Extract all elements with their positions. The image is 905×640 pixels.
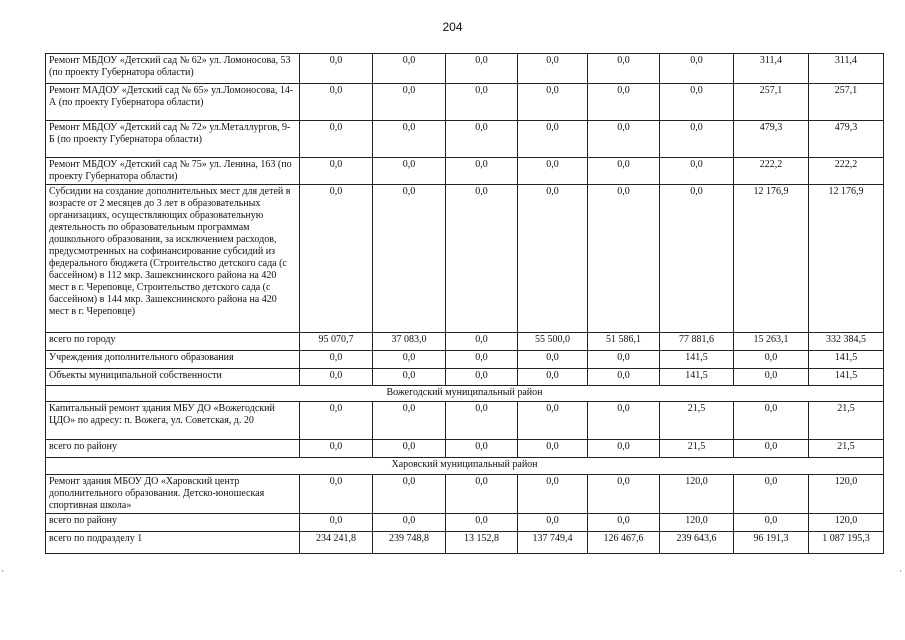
- value-cell: 0,0: [300, 84, 373, 121]
- value-cell: 0,0: [518, 158, 588, 185]
- value-cell: 0,0: [518, 121, 588, 158]
- value-cell: 0,0: [518, 402, 588, 440]
- value-cell: 0,0: [300, 121, 373, 158]
- table-row: [46, 402, 884, 440]
- value-cell: 13 152,8: [446, 532, 518, 554]
- value-cell: 0,0: [373, 440, 446, 458]
- margin-mark-left: ·: [1, 566, 4, 576]
- value-cell: 311,4: [809, 54, 884, 84]
- row-label: Учреждения дополнительного образования: [46, 351, 300, 369]
- value-cell: 0,0: [588, 369, 660, 386]
- value-cell: 0,0: [373, 185, 446, 333]
- table-row: [46, 369, 884, 386]
- value-cell: 479,3: [734, 121, 809, 158]
- value-cell: 0,0: [300, 402, 373, 440]
- value-cell: 37 083,0: [373, 333, 446, 351]
- value-cell: 0,0: [734, 440, 809, 458]
- value-cell: 0,0: [588, 475, 660, 514]
- table-row: [46, 514, 884, 532]
- value-cell: 257,1: [734, 84, 809, 121]
- value-cell: 0,0: [518, 440, 588, 458]
- value-cell: 0,0: [734, 475, 809, 514]
- table-row: [46, 475, 884, 514]
- value-cell: 141,5: [660, 351, 734, 369]
- value-cell: 0,0: [446, 333, 518, 351]
- section-title: Вожегодский муниципальный район: [46, 386, 884, 402]
- value-cell: 15 263,1: [734, 333, 809, 351]
- value-cell: 0,0: [588, 514, 660, 532]
- row-label: всего по городу: [46, 333, 300, 351]
- value-cell: 55 500,0: [518, 333, 588, 351]
- value-cell: 137 749,4: [518, 532, 588, 554]
- value-cell: 0,0: [446, 54, 518, 84]
- value-cell: 21,5: [660, 440, 734, 458]
- value-cell: 0,0: [446, 121, 518, 158]
- budget-table: [45, 53, 884, 554]
- value-cell: 0,0: [588, 158, 660, 185]
- value-cell: 0,0: [300, 440, 373, 458]
- value-cell: 0,0: [446, 440, 518, 458]
- table-row: [46, 351, 884, 369]
- table-row: [46, 440, 884, 458]
- value-cell: 479,3: [809, 121, 884, 158]
- value-cell: 141,5: [660, 369, 734, 386]
- value-cell: 0,0: [518, 369, 588, 386]
- table-row: [46, 185, 884, 333]
- value-cell: 0,0: [373, 54, 446, 84]
- table-row: [46, 84, 884, 121]
- value-cell: 0,0: [373, 402, 446, 440]
- value-cell: 0,0: [660, 158, 734, 185]
- value-cell: 126 467,6: [588, 532, 660, 554]
- value-cell: 239 748,8: [373, 532, 446, 554]
- value-cell: 0,0: [518, 351, 588, 369]
- table-row: [46, 54, 884, 84]
- value-cell: 0,0: [373, 475, 446, 514]
- row-label: всего по району: [46, 440, 300, 458]
- value-cell: 0,0: [660, 84, 734, 121]
- value-cell: 0,0: [518, 475, 588, 514]
- value-cell: 0,0: [373, 351, 446, 369]
- value-cell: 332 384,5: [809, 333, 884, 351]
- value-cell: 239 643,6: [660, 532, 734, 554]
- row-label: Субсидии на создание дополнительных мест для детей в возрасте от 2 месяцев до 3 лет в образовательных организациях, осуществляющих образовательную деятельность по образовательным программам дошкольного образования, за исключением расходов, предусмотренных на софинансирование субсидий из федерального бюджета (Строительство детского сада (с бассейном) в 112 мкр. Зашекснинского района на 420 мест в г. Череповце, Строительство детского сада (с бассейном) в 144 мкр. Зашекснинского района на 420 мест в г. Череповце): [46, 185, 300, 333]
- section-title: Харовский муниципальный район: [46, 458, 884, 475]
- value-cell: 1 087 195,3: [809, 532, 884, 554]
- value-cell: 0,0: [373, 121, 446, 158]
- value-cell: 0,0: [446, 475, 518, 514]
- row-label: Ремонт МБДОУ «Детский сад № 62» ул. Ломоносова, 53 (по проекту Губернатора области): [46, 54, 300, 84]
- value-cell: 0,0: [300, 514, 373, 532]
- value-cell: 0,0: [588, 54, 660, 84]
- row-label: Капитальный ремонт здания МБУ ДО «Вожегодский ЦДО» по адресу: п. Вожега, ул. Советская, д. 20: [46, 402, 300, 440]
- value-cell: 222,2: [809, 158, 884, 185]
- section-header-row: [46, 386, 884, 402]
- value-cell: 0,0: [588, 84, 660, 121]
- value-cell: 0,0: [588, 185, 660, 333]
- value-cell: 12 176,9: [809, 185, 884, 333]
- value-cell: 0,0: [446, 84, 518, 121]
- value-cell: 141,5: [809, 351, 884, 369]
- row-label: всего по району: [46, 514, 300, 532]
- value-cell: 0,0: [588, 121, 660, 158]
- value-cell: 0,0: [446, 158, 518, 185]
- table-row: [46, 532, 884, 554]
- value-cell: 0,0: [660, 54, 734, 84]
- row-label: Объекты муниципальной собственности: [46, 369, 300, 386]
- table-row: [46, 158, 884, 185]
- value-cell: 12 176,9: [734, 185, 809, 333]
- value-cell: 96 191,3: [734, 532, 809, 554]
- value-cell: 0,0: [588, 402, 660, 440]
- value-cell: 234 241,8: [300, 532, 373, 554]
- value-cell: 0,0: [518, 54, 588, 84]
- value-cell: 95 070,7: [300, 333, 373, 351]
- page-number: 204: [442, 20, 463, 34]
- row-label: Ремонт МБДОУ «Детский сад № 75» ул. Ленина, 163 (по проекту Губернатора области): [46, 158, 300, 185]
- value-cell: 0,0: [518, 84, 588, 121]
- value-cell: 0,0: [300, 351, 373, 369]
- value-cell: 0,0: [300, 369, 373, 386]
- value-cell: 0,0: [300, 158, 373, 185]
- value-cell: 51 586,1: [588, 333, 660, 351]
- value-cell: 0,0: [446, 369, 518, 386]
- value-cell: 0,0: [660, 121, 734, 158]
- value-cell: 0,0: [734, 402, 809, 440]
- value-cell: 21,5: [660, 402, 734, 440]
- value-cell: 0,0: [373, 158, 446, 185]
- value-cell: 0,0: [300, 185, 373, 333]
- value-cell: 0,0: [518, 514, 588, 532]
- value-cell: 0,0: [734, 514, 809, 532]
- value-cell: 222,2: [734, 158, 809, 185]
- row-label: Ремонт МБДОУ «Детский сад № 72» ул.Металлургов, 9-Б (по проекту Губернатора области): [46, 121, 300, 158]
- value-cell: 311,4: [734, 54, 809, 84]
- value-cell: 257,1: [809, 84, 884, 121]
- value-cell: 21,5: [809, 402, 884, 440]
- value-cell: 0,0: [373, 369, 446, 386]
- row-label: Ремонт здания МБОУ ДО «Харовский центр дополнительного образования. Детско-юношеская спортивная школа»: [46, 475, 300, 514]
- value-cell: 0,0: [660, 185, 734, 333]
- value-cell: 0,0: [734, 351, 809, 369]
- table-body: [46, 54, 884, 554]
- value-cell: 0,0: [446, 185, 518, 333]
- row-label: Ремонт МАДОУ «Детский сад № 65» ул.Ломоносова, 14-А (по проекту Губернатора области): [46, 84, 300, 121]
- section-header-row: [46, 458, 884, 475]
- value-cell: 0,0: [446, 351, 518, 369]
- value-cell: 0,0: [300, 54, 373, 84]
- value-cell: 0,0: [373, 84, 446, 121]
- table-row: [46, 333, 884, 351]
- value-cell: 0,0: [734, 369, 809, 386]
- table-row: [46, 121, 884, 158]
- value-cell: 0,0: [518, 185, 588, 333]
- value-cell: 120,0: [809, 475, 884, 514]
- value-cell: 120,0: [809, 514, 884, 532]
- value-cell: 0,0: [373, 514, 446, 532]
- value-cell: 120,0: [660, 475, 734, 514]
- value-cell: 0,0: [446, 514, 518, 532]
- value-cell: 21,5: [809, 440, 884, 458]
- value-cell: 120,0: [660, 514, 734, 532]
- row-label: всего по подразделу 1: [46, 532, 300, 554]
- value-cell: 0,0: [588, 440, 660, 458]
- margin-mark-right: ·: [899, 566, 902, 576]
- value-cell: 141,5: [809, 369, 884, 386]
- value-cell: 0,0: [300, 475, 373, 514]
- value-cell: 0,0: [588, 351, 660, 369]
- value-cell: 0,0: [446, 402, 518, 440]
- value-cell: 77 881,6: [660, 333, 734, 351]
